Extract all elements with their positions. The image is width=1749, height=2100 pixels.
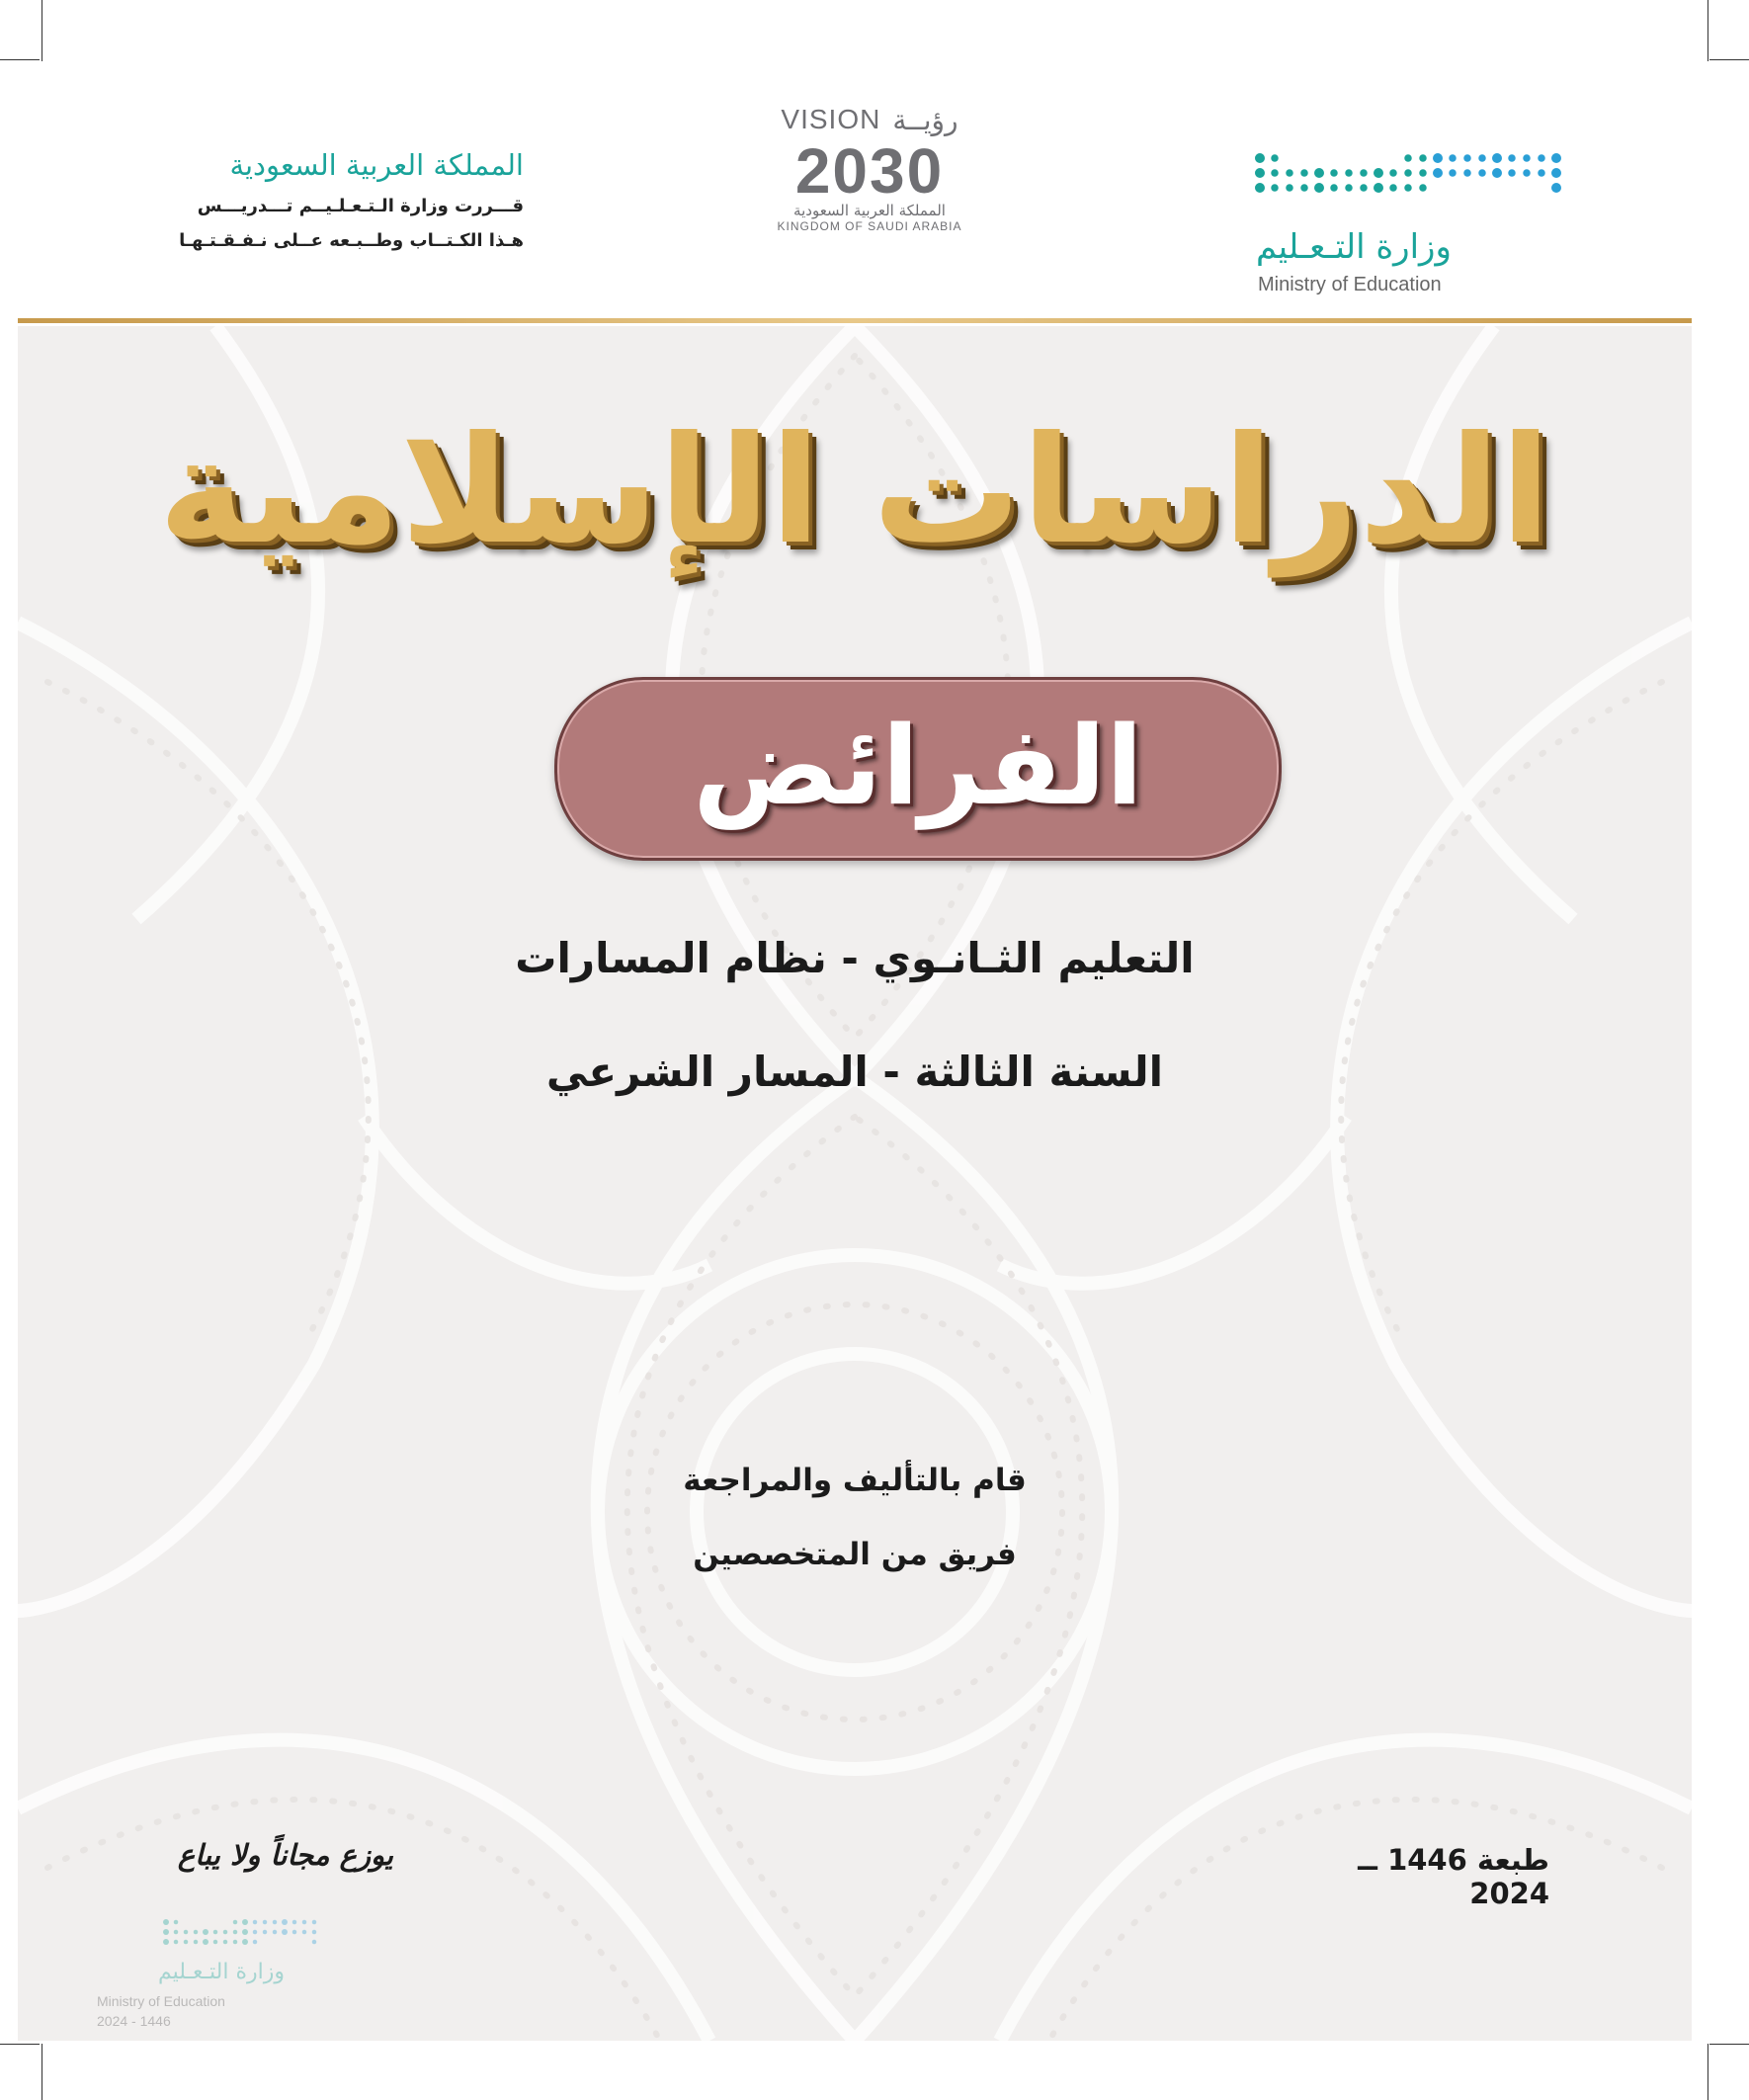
kingdom-line-1: قـــررت وزارة الـتـعـلـيــم تـــدريـــس [197, 196, 524, 216]
authored-by: قام بالتأليف والمراجعة [683, 1463, 1027, 1498]
gold-divider [18, 318, 1692, 323]
watermark-ministry-ar: وزارة التـعـليم [157, 1960, 285, 1984]
vision-subtitle-ar: المملكة العربية السعودية [793, 202, 946, 219]
cover-header [0, 0, 1749, 316]
watermark-ministry-en: Ministry of Education [97, 1993, 225, 2009]
vision-subtitle-en: KINGDOM OF SAUDI ARABIA [777, 219, 962, 233]
free-distribution-note: يوزع مجاناً ولا يباع [177, 1838, 393, 1872]
cover-panel [18, 326, 1692, 2041]
edition-label: طبعة 1446 ــ 2024 [1358, 1843, 1549, 1910]
ministry-watermark [97, 1902, 314, 2041]
kingdom-statement [148, 148, 524, 265]
crop-mark [1707, 2044, 1708, 2100]
kingdom-title: المملكة العربية السعودية [229, 148, 524, 182]
ministry-dots-icon [1250, 133, 1586, 212]
crop-mark [1709, 2044, 1749, 2045]
ministry-dots-small-icon [156, 1902, 374, 1952]
ministry-logo [1250, 133, 1586, 301]
education-level: التعليم الثـانـوي - نظام المسارات [515, 934, 1195, 982]
vision-year: 2030 [794, 135, 945, 207]
watermark-years: 2024 - 1446 [97, 2013, 171, 2029]
subject-title: الفرائض [693, 703, 1143, 829]
crop-mark [0, 2044, 40, 2045]
ornament-pattern-icon [18, 326, 1692, 2041]
kingdom-line-2: هـذا الكـتــاب وطــبـعه عــلى نـفـقـتـهـا [179, 230, 524, 251]
vision-en-label: VISION [781, 104, 881, 134]
subject-badge [554, 677, 1282, 861]
book-title: الدراسات الإسلامية [158, 405, 1551, 577]
vision-2030-logo [751, 104, 988, 252]
year-track: السنة الثالثة - المسار الشرعي [545, 1048, 1164, 1096]
ministry-name-en: Ministry of Education [1258, 274, 1442, 295]
ministry-name-ar: وزارة التـعـليم [1256, 227, 1452, 267]
author-team: فريق من المتخصصين [693, 1537, 1017, 1572]
vision-ar-label: رؤيــة [892, 104, 958, 136]
